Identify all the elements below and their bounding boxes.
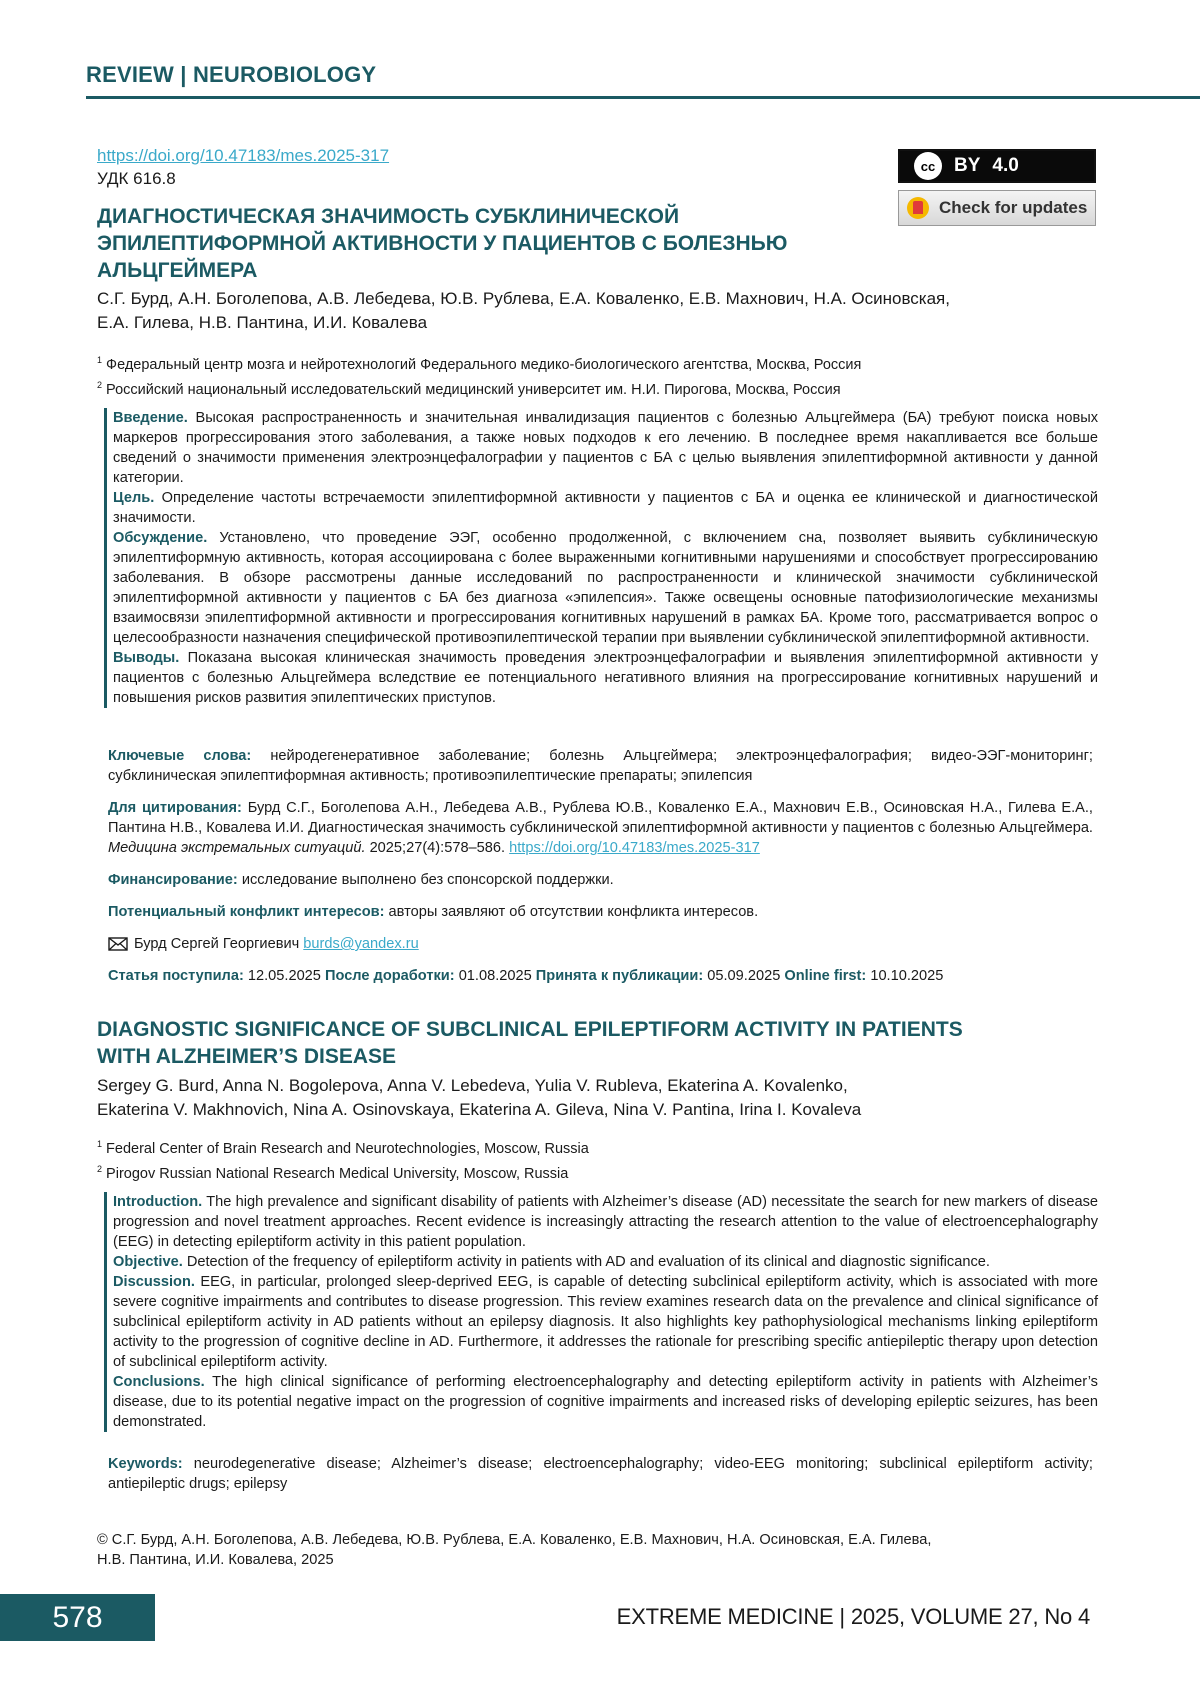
correspondence [108,934,1093,957]
badges [898,149,1096,226]
intro-text: The high prevalence and significant disability of patients with Alzheimer’s disease (AD) necessitate the search for new markers of disease progression and novel treatment approaches. Recent evidence is increasingly attracting the research attention to the value of electroencephalography (EEG) in detecting epileptiform activity in this patient population. [113,1194,1098,1250]
cc-by-label: BY [954,155,981,176]
title-line: АЛЬЦГЕЙМЕРА [97,259,258,282]
check-for-updates-button[interactable] [898,190,1096,226]
discussion-text: EEG, in particular, prolonged sleep-deprived EEG, is capable of detecting subclinical epileptiform activity, which is associated with more severe cognitive impairments and contributes to disease progression. This review examines research data on the prevalence and clinical significance of subclinical epileptiform activity in AD patients without an epilepsy diagnosis. It also highlights key pathophysiological mechanisms linking epileptiform activity to the progression of cognitive decline in AD. Furthermore, it addresses the rationale for prescribing specific antiepileptic therapy upon detection of subclinical epileptiform activity. [113,1274,1098,1370]
udk-code: УДК 616.8 [97,169,176,188]
cc-license-badge[interactable] [898,149,1096,183]
affiliations-ru: $^1$ Федеральный центр мозга и нейротехнологий Федерального медико-биологического агентства, Москва, Россия $^2$ Российский национальный исследовательский медицинский университет им. Н.И. Пирогова, Москва, Россия [97,355,862,398]
contact-email-link[interactable]: burds@yandex.ru [303,936,419,952]
title-line: ЭПИЛЕПТИФОРМНОЙ АКТИВНОСТИ У ПАЦИЕНТОВ С БОЛЕЗНЬЮ [97,232,788,255]
discussion-text: Установлено, что проведение ЭЭГ, особенно продолженной, с включением сна, позволяет выявить субклиническую эпилептиформную активность, которая ассоциирована с более выраженными когнитивными нарушениями и способствует прогрессированию заболевания. В обзоре рассмотрены данные исследований по распространенности и клинической значимости субклинической эпилептиформной активности у пациентов с БА без диагноза «эпилепсия». Также освещены основные патофизиологические механизмы взаимосвязи эпилептиформной активности и прогрессирования когнитивных нарушений в рамках БА. Кроме того, рассматривается вопрос о целесообразности назначения специфической противоэпилептической терапии при выявлении субклинической эпилептиформной активности. [113,530,1098,646]
copyright-line: Н.В. Пантина, И.И. Ковалева, 2025 [97,1552,334,1568]
citation [108,798,1093,858]
affiliation-1: Federal Center of Brain Research and Neurotechnologies, Moscow, Russia [106,1140,589,1157]
online-date: 10.10.2025 [870,968,944,984]
affiliation-1: Федеральный центр мозга и нейротехнологий Федерального медико-биологического агентства, Москва, Россия [106,356,862,373]
section-header: REVIEW | NEUROBIOLOGY [86,62,1200,99]
citation-journal: Медицина экстремальных ситуаций. [108,840,366,856]
affiliations-en: $^1$ Federal Center of Brain Research and Neurotechnologies, Moscow, Russia $^2$ Pirogov Russian National Research Medical University, Moscow, Russia [97,1139,589,1182]
article-dates [108,966,1093,986]
intro-label: Introduction. [113,1194,203,1210]
authors-line: Sergey G. Burd, Anna N. Bogolepova, Anna V. Lebedeva, Yulia V. Rubleva, Ekaterina A. Kovalenko, [97,1076,848,1095]
aim-text: Определение частоты встречаемости эпилептиформной активности у пациентов с БА и оценка ее клинической и диагностической значимости. [113,490,1098,526]
page-number: 578 [0,1594,155,1641]
envelope-icon [108,937,128,957]
revised-date: 01.08.2025 [458,968,532,984]
conclusions-text: Показана высокая клиническая значимость проведения электроэнцефалографии и выявления эпилептиформной активности у пациентов с болезнью Альцгеймера вследствие ее потенциального негативного влияния на прогрессирование когнитивных нарушений и повышения рисков развития эпилептических приступов. [113,650,1098,706]
contact-name: Бурд Сергей Георгиевич [134,936,300,952]
funding-label: Финансирование: [108,872,238,888]
funding-text: исследование выполнено без спонсорской поддержки. [241,872,614,888]
authors-ru [97,287,950,335]
title-line: ДИАГНОСТИЧЕСКАЯ ЗНАЧИМОСТЬ СУБКЛИНИЧЕСКОЙ [97,205,680,228]
received-label: Статья поступила: [108,968,244,984]
conclusions-label: Conclusions. [113,1374,205,1390]
aim-label: Objective. [113,1254,183,1270]
citation-label: Для цитирования: [108,800,242,816]
keywords-text: neurodegenerative disease; Alzheimer’s disease; electroencephalography; video-EEG monitoring; subclinical epileptiform activity; antiepileptic drugs; epilepsy [108,1456,1093,1492]
journal-footer: EXTREME MEDICINE | 2025, VOLUME 27, No 4 [616,1604,1090,1629]
citation-doi-link[interactable]: https://doi.org/10.47183/mes.2025-317 [509,840,760,856]
aim-text: Detection of the frequency of epileptiform activity in patients with AD and evaluation of its clinical and diagnostic significance. [186,1254,990,1270]
authors-line: С.Г. Бурд, А.Н. Боголепова, А.В. Лебедева, Ю.В. Рублева, Е.А. Коваленко, Е.В. Махнович, Н.А. Осиновская, [97,289,950,308]
article-title-en [97,1016,1057,1070]
conflict-text: авторы заявляют об отсутствии конфликта интересов. [388,904,759,920]
abstract-ru [104,408,1098,708]
affiliation-2: Pirogov Russian National Research Medical University, Moscow, Russia [106,1165,569,1182]
authors-line: Е.А. Гилева, Н.В. Пантина, И.И. Ковалева [97,313,428,332]
discussion-label: Discussion. [113,1274,195,1290]
conflict-of-interest [108,902,1093,922]
funding [108,870,1093,890]
cc-version-label: 4.0 [992,155,1019,176]
keywords-label: Ключевые слова: [108,748,252,764]
keywords-en [108,1454,1093,1494]
authors-line: Ekaterina V. Makhnovich, Nina A. Osinovskaya, Ekaterina A. Gileva, Nina V. Pantina, Irina I. Kovaleva [97,1100,862,1119]
revised-label: После доработки: [324,968,455,984]
citation-text: Бурд С.Г., Боголепова А.Н., Лебедева А.В., Рублева Ю.В., Коваленко Е.А., Махнович Е.В., Осиновская Н.А., Гилева Е.А., Пантина Н.В., Ковалева И.И. Диагностическая значимость субклинической эпилептиформной активности у пациентов с болезнью Альцгеймера. [108,800,1093,836]
accepted-label: Принята к публикации: [535,968,704,984]
copyright [97,1530,931,1570]
abstract-en [104,1192,1098,1432]
cc-icon: cc [914,152,942,180]
copyright-line: © С.Г. Бурд, А.Н. Боголепова, А.В. Лебедева, Ю.В. Рублева, Е.А. Коваленко, Е.В. Махнович, Н.А. Осиновская, Е.А. Гилева, [97,1532,932,1548]
online-label: Online first: [784,968,867,984]
title-line: DIAGNOSTIC SIGNIFICANCE OF SUBCLINICAL EPILEPTIFORM ACTIVITY IN PATIENTS [97,1018,963,1041]
conclusions-label: Выводы. [113,650,180,666]
received-date: 12.05.2025 [247,968,321,984]
bookmark-icon [907,197,929,219]
aim-label: Цель. [113,490,155,506]
affiliation-2: Российский национальный исследовательский медицинский университет им. Н.И. Пирогова, Москва, Россия [106,381,841,398]
conclusions-text: The high clinical significance of performing electroencephalography and detecting epileptiform activity in patients with Alzheimer’s disease, due to its potential negative impact on the progression of cognitive impairments and increased risks of developing epileptic seizures, has been demonstrated. [113,1374,1098,1430]
title-line: WITH ALZHEIMER’S DISEASE [97,1045,397,1068]
keywords-ru [108,746,1093,786]
article-title-ru [97,203,857,284]
citation-ref: 2025;27(4):578–586. [369,840,506,856]
conflict-label: Потенциальный конфликт интересов: [108,904,385,920]
keywords-label: Keywords: [108,1456,183,1472]
discussion-label: Обсуждение. [113,530,208,546]
check-for-updates-label: Check for updates [939,198,1088,217]
intro-label: Введение. [113,410,188,426]
doi-link[interactable]: https://doi.org/10.47183/mes.2025-317 [97,146,390,165]
intro-text: Высокая распространенность и значительная инвалидизация пациентов с болезнью Альцгеймера (БА) требуют поиска новых маркеров прогрессирования этого заболевания, а также новых подходов к его лечению. В последнее время накапливается все больше сведений о значимости применения электроэнцефалографии у пациентов с БА с целью выявления эпилептиформной активности у данной категории. [113,410,1098,486]
keywords-text: нейродегенеративное заболевание; болезнь Альцгеймера; электроэнцефалография; видео-ЭЭГ-мониторинг; субклиническая эпилептиформная активность; противоэпилептические препараты; эпилепсия [108,748,1093,784]
authors-en [97,1074,861,1122]
accepted-date: 05.09.2025 [707,968,781,984]
